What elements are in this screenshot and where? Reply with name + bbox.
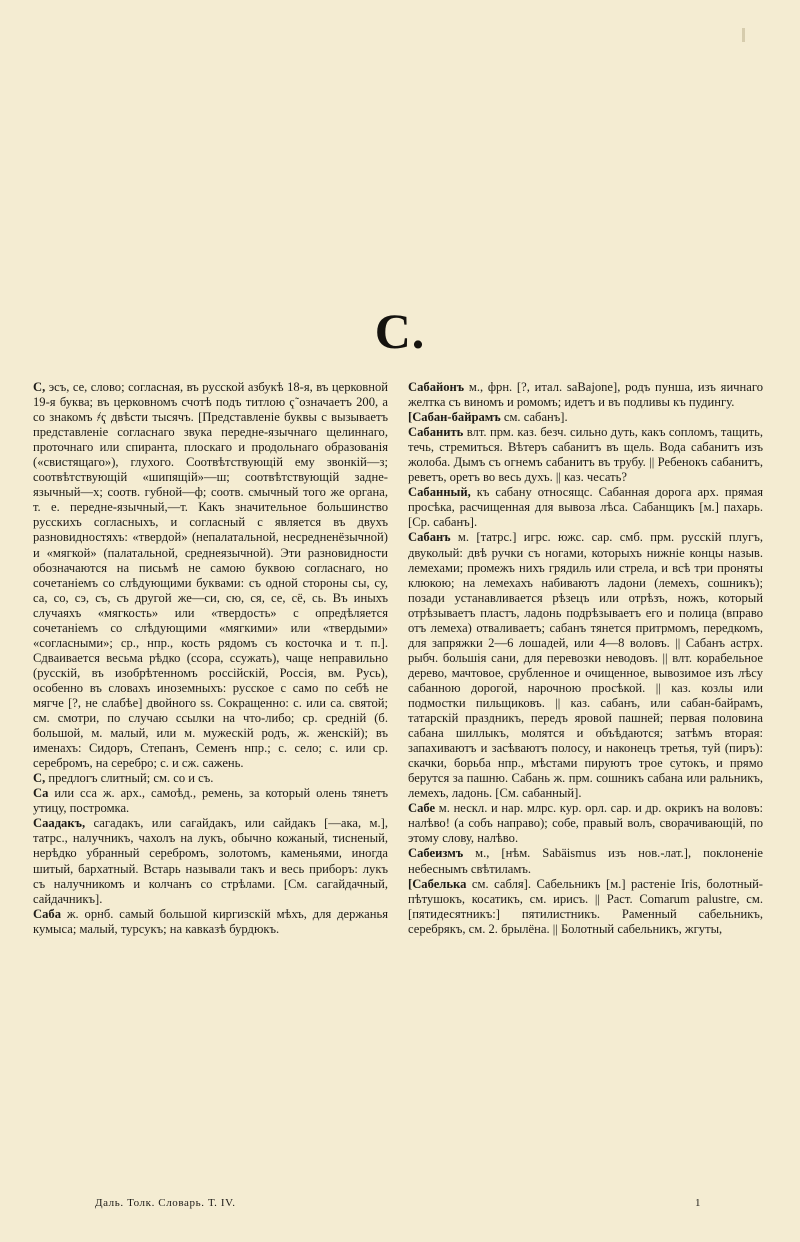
entry-headword: С, [33, 380, 46, 394]
page-number: 1 [695, 1197, 701, 1209]
dictionary-entry [408, 485, 763, 530]
entry-headword: Сабанъ [408, 530, 451, 545]
dictionary-entry [408, 410, 763, 425]
left-column [33, 380, 388, 937]
entry-headword: Сабеизмъ [408, 846, 464, 861]
entry-text: см. сабанъ]. [500, 410, 568, 425]
entry-headword: [Сабан-байрамъ [408, 410, 501, 425]
entry-text: или сса ж. арх., самоѣд., ремень, за который олень тянетъ утицу, постромка. [33, 786, 388, 816]
entry-headword: Сабанить [408, 425, 464, 440]
entry-headword: Саадакъ, [33, 816, 86, 831]
entry-headword: Саба [33, 906, 61, 921]
dictionary-entry [33, 771, 388, 786]
dictionary-entry [408, 846, 763, 876]
dictionary-entry [408, 530, 763, 801]
right-column [408, 380, 763, 937]
entry-text: предлогъ слитный; см. со и съ. [45, 771, 214, 786]
scan-mark [742, 28, 745, 42]
dictionary-entry [408, 877, 763, 937]
entry-text: сагадакъ, или сагайдакъ, или сайдакъ [—ака, м.], татрс., налучникъ, чахолъ на лукъ, обычно кожаный, тисненый, нерѣдко убранный серебромъ, золотомъ, каменьями, иногда шитый, бархатный. Встарь называли такъ и весь приборъ: лукъ съ налучникомъ и колчанъ со стрѣлами. [См. сагайдачный, сайдачникъ]. [33, 816, 388, 906]
entry-text: ж. орнб. самый большой киргизскій мѣхъ, для держанья кумыса; малый, турсукъ; на кавказѣ бурдюкъ. [33, 906, 388, 936]
entry-headword: Сабанный, [408, 485, 471, 500]
entry-text: влт. прм. каз. безч. сильно дуть, какъ сопломъ, тащить, течь, стремиться. Вѣтеръ сабанитъ въ щель. Вода сабанитъ изъ жолоба. Дымъ съ огнемъ сабанитъ въ трубу. || Ребенокъ сабанитъ, реветъ, оретъ во весь духъ. || каз. чесать? [408, 425, 763, 485]
dictionary-entry [408, 801, 763, 846]
entry-headword: Сабе [408, 801, 436, 816]
entry-headword: Сабайонъ [408, 380, 465, 394]
dictionary-entry [408, 425, 763, 485]
dictionary-entry [33, 786, 388, 816]
entry-headword: Са [33, 786, 49, 801]
letter-heading: С. [374, 303, 426, 359]
dictionary-entry [33, 380, 388, 771]
entry-text: м. нескл. и нар. млрс. кур. орл. сар. и др. окрикъ на воловъ: налѣво! (а собъ направо); собе, правый волъ, сворачивающій, по этому слову, налѣво. [408, 801, 763, 846]
entry-text: м. [татрс.] игрс. южс. сар. смб. прм. русскій плугъ, двуколый: двѣ ручки съ ногами, которыхъ нижніе концы назыв. лемехами; промежъ нихъ грядиль или стрела, и всѣ три проняты клюкою; на лемехахъ набиваютъ ладони (лемехъ, сошникъ); позади устанавливается рѣзецъ или отрѣзъ, ножъ, который отрѣзываетъ пластъ, ладонь подрѣзываетъ его и полица (вправо отъ лемеха) отваливаетъ; сабанъ тянется притрмомъ, передкомъ, для запряжки 2—6 лошадей, или 4—8 воловъ. || Сабанъ астрх. рыбч. большія сани, для перевозки неводовъ. || влт. корабельное дерево, мачтовое, срубленное и очищенное, вывозимое изъ лѣсу сабанною дорогой, нарочною просѣкой. || каз. козлы или подмостки пильщиковъ. || каз. сабанъ, или сабан-байрамъ, татарскій праздникъ, передъ яровой пашней; первая половина сабана шиллыкъ, молятся и объѣдаются; затѣмъ вторая: запахиваютъ и засѣваютъ полосу, и наконецъ третья, туй (пиръ): скачки, борьба нпр., мѣстами пируютъ трое сутокъ, и прямо берутся за пашню. Сабань ж. прм. сошникъ сабана или ральникъ, лемехъ, ладонь. [См. сабанный]. [408, 530, 763, 801]
entry-text: м., фрн. [?, итал. saBajone], родъ пунша, изъ яичнаго желтка съ виномъ и ромомъ; идетъ и въ подливы къ пудингу. [408, 380, 763, 410]
entry-text: эсъ, се, слово; согласная, въ русской азбукѣ 18-я, въ церковной 19-я буква; въ церковномъ счотѣ подъ титлою ҁ̃ означаетъ 200, а со знакомъ ҂ҁ двѣсти тысячъ. [Представленіе буквы с вызываетъ представленіе согласнаго звука передне-язычнаго щелиннаго, проточнаго или спиранта, плоскаго и продольнаго образованія («свистящаго»), глухого. Соотвѣтствующій ему звонкій—з; соотвѣтствующій «шипящій»—ш; соотвѣтствующій задне-язычный—х; соотв. губной—ф; соотв. смычный того же органа, т. е. передне-язычный,—т. Какъ значительное большинство русскихъ согласныхъ, и согласный с является въ двухъ разновидностяхъ: «твердой» (непалатальной, несредненёзычной) и «мягкой» (палатальной, среднеязычной). Эти разновидности обозначаются на письмѣ не самою буквою согласнаго, но сочетаніемъ со слѣдующими буквами: съ одной стороны сы, су, са, со, сэ, съ, съ другой же—си, сю, ся, се, сё, сь. Въ иныхъ случаяхъ «мягкость» или «твердость» с опредѣляется сочетаніемъ со слѣдующими «мягкими» или «твердыми» «согласными»; ср., нпр., кость рядомъ съ косточка и т. п.]. Сдваивается весьма рѣдко (ссора, ссужать), чаще неправильно (русскій, въ изобрѣтенномъ россійскій, Россія, вм. Русь), особенно въ словахъ иноземныхъ: русское с само по себѣ не мягче [?, не слабѣе] двойного ss. Сокращенно: с. или са. святой; см. смотри, по случаю ссылки на что-либо; ср. средній (б. большой, м. малый, или м. мужескій родъ, ж. женскій); въ именахъ: Сидоръ, Степанъ, Семенъ нпр.; с. село; с. или ср. серебромъ, на серебро; с. и сж. сажень. [33, 380, 388, 771]
dictionary-entry [33, 907, 388, 937]
entry-text: къ сабану относящс. Сабанная дорога арх. прямая просѣка, расчищенная для вывоза лѣса. Сабанщикъ [м.] пахарь. [Ср. сабанъ]. [408, 485, 763, 530]
entry-text: см. сабля]. Сабельникъ [м.] растеніе Iris, болотный-пѣтушокъ, косатикъ, см. ирисъ. || Раст. Comarum palustre, см. [пятидесятникъ:] пятилистникъ. Раменный сабельникъ, серебрякъ, см. 2. брылёна. || Болотный сабельникъ, жгуты, [408, 876, 763, 936]
footer-source: Даль. Толк. Словарь. Т. IV. [95, 1197, 236, 1209]
dictionary-entry [408, 380, 763, 410]
entry-headword: С, [33, 771, 46, 786]
dictionary-entry [33, 816, 388, 906]
entry-text: м., [нѣм. Sabäismus изъ нов.-лат.], поклоненіе небеснымъ свѣтиламъ. [408, 846, 763, 876]
entry-headword: [Сабелька [408, 876, 467, 891]
